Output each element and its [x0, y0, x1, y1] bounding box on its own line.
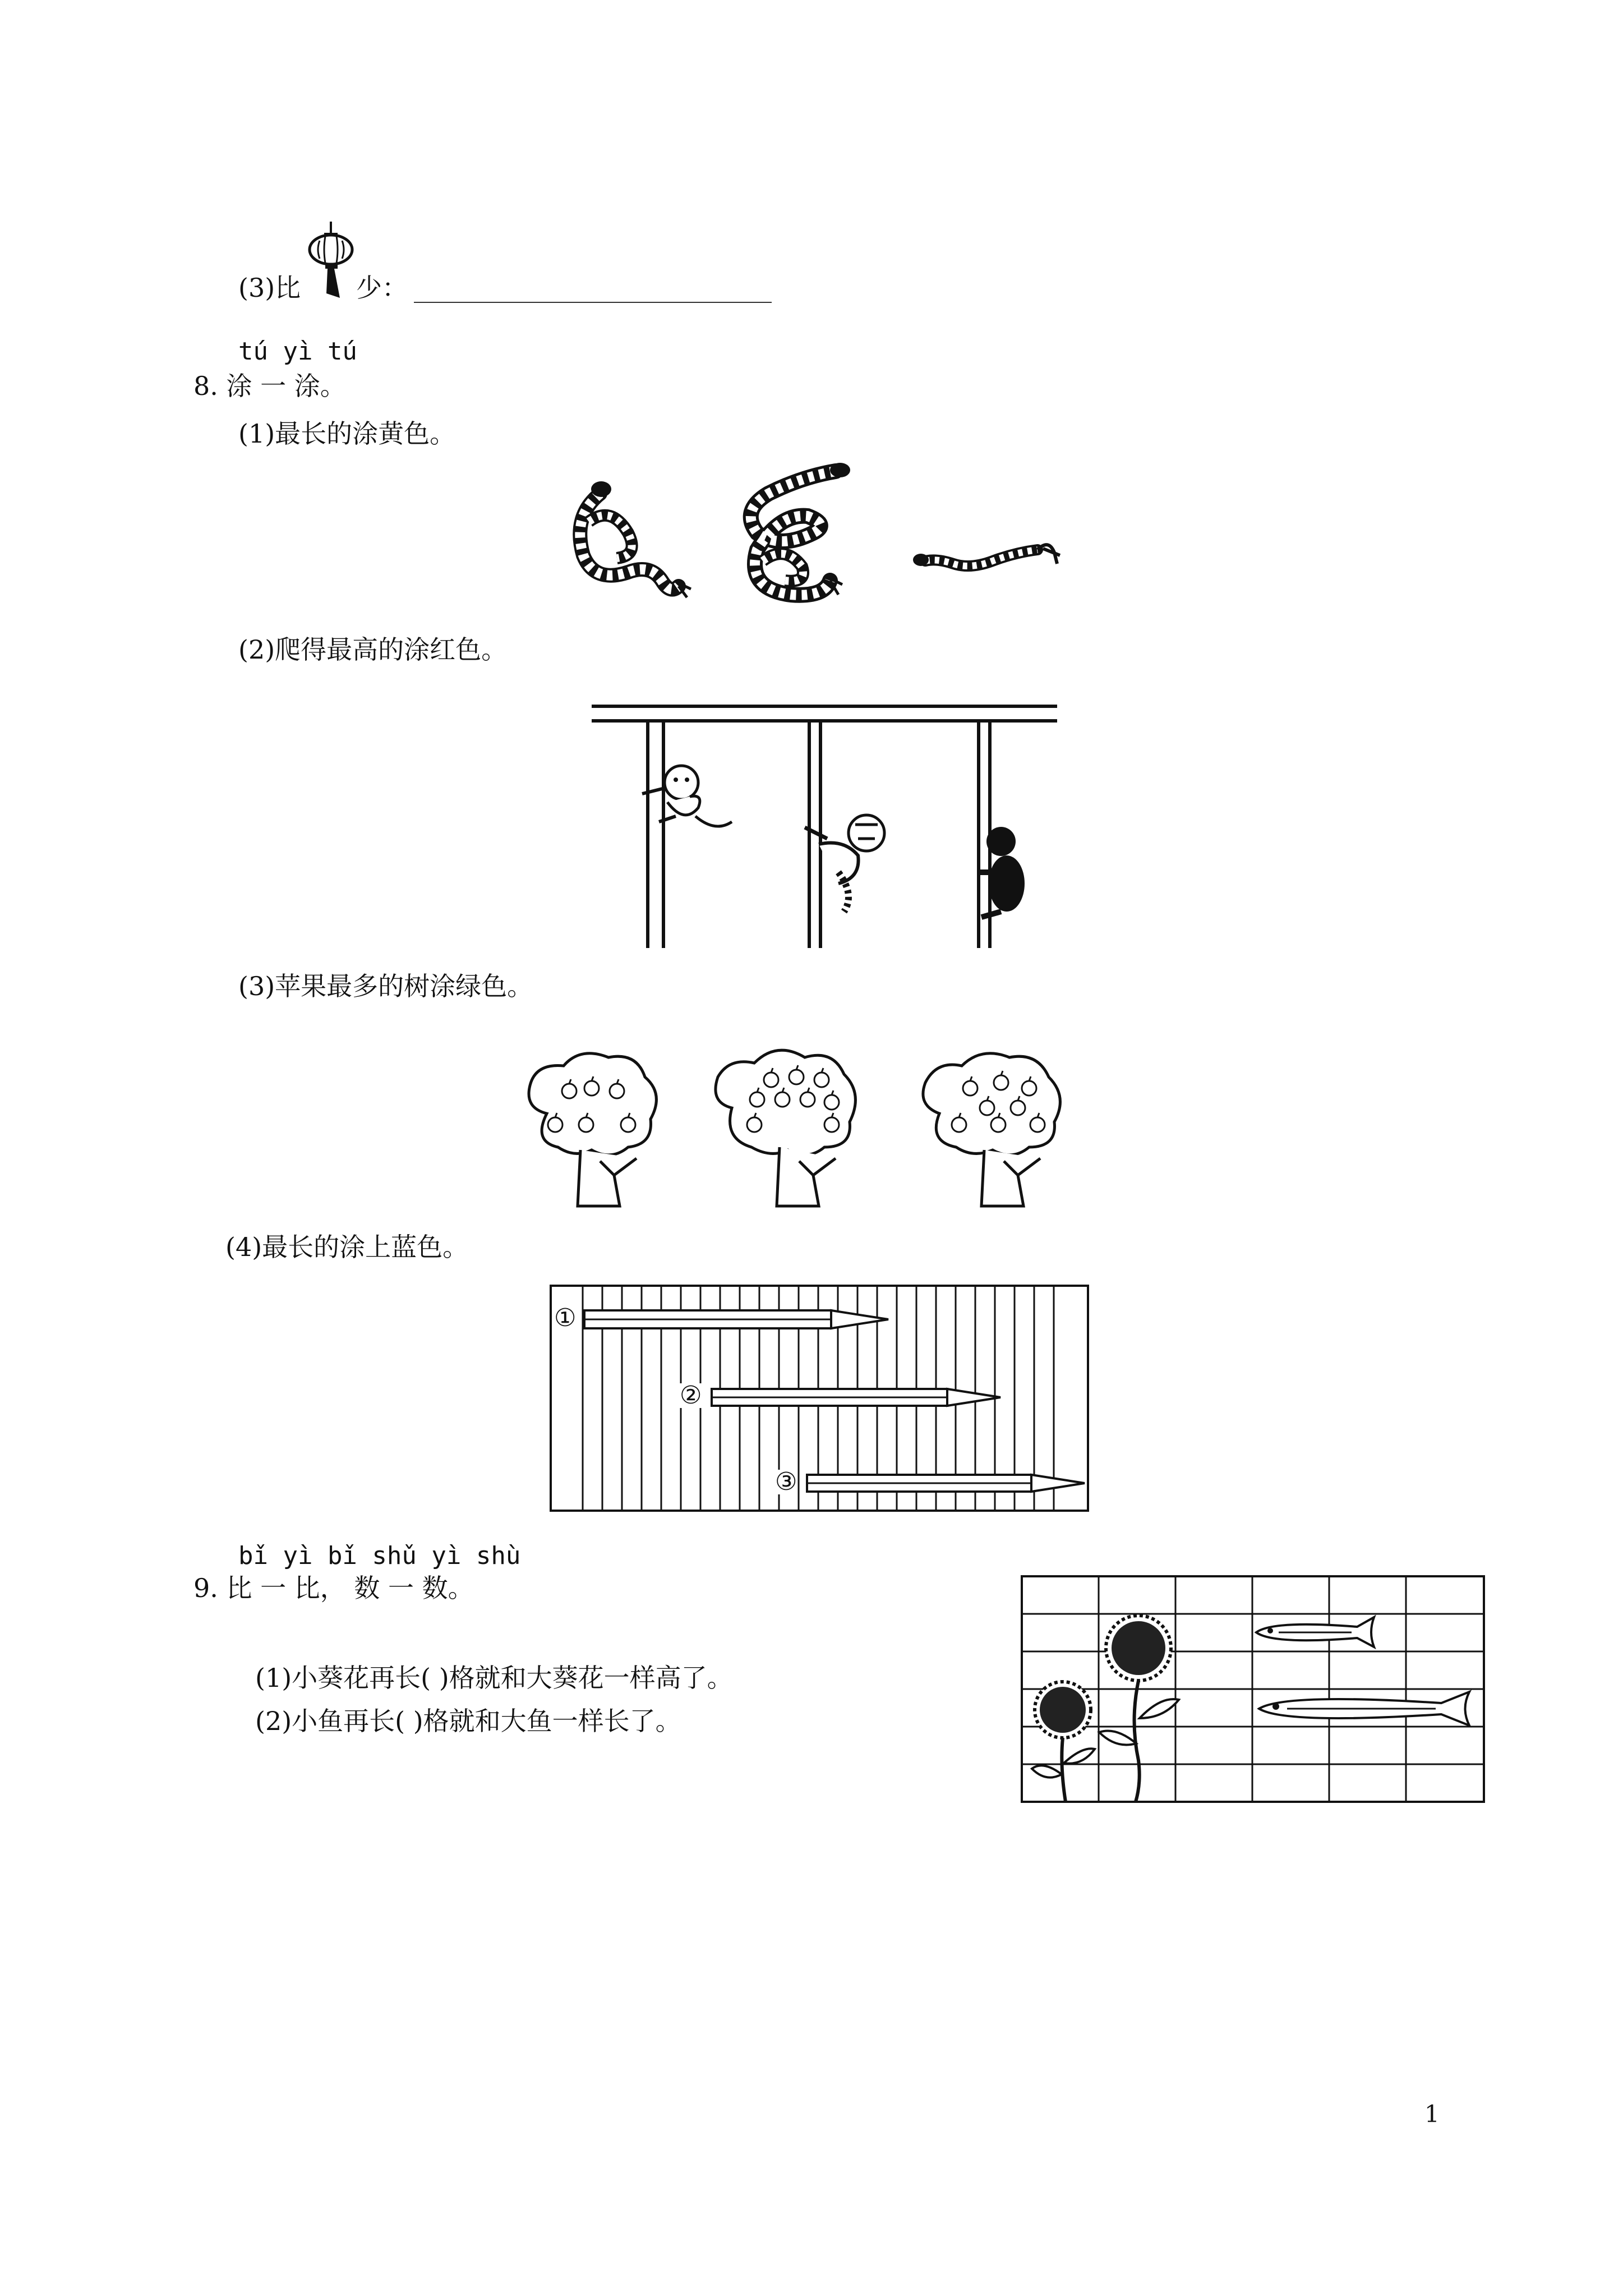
page-number: 1 — [1424, 2100, 1440, 2128]
lantern-icon — [307, 222, 358, 300]
bear[interactable] — [979, 827, 1025, 917]
sunflower-fish-grid — [1021, 1575, 1485, 1803]
q8-pinyin: tú yì tú — [238, 337, 357, 366]
pencil-label-1: ① — [554, 1304, 577, 1332]
pencil-label-2: ② — [680, 1381, 702, 1410]
big-fish[interactable] — [1259, 1692, 1469, 1726]
answer-line[interactable] — [414, 302, 772, 303]
snake-2[interactable] — [751, 463, 850, 595]
small-fish[interactable] — [1256, 1617, 1374, 1647]
apple-tree-3[interactable] — [923, 1053, 1061, 1206]
pencil-3[interactable] — [807, 1475, 1085, 1492]
q7-item3-prefix: (3)比 — [238, 273, 301, 303]
q8-sub3: (3)苹果最多的树涂绿色。 — [238, 971, 533, 1001]
tiger[interactable] — [805, 815, 884, 912]
q8-heading: 8. 涂 一 涂。 — [193, 371, 346, 401]
snakes-illustration — [566, 460, 1082, 611]
q9-sub1: (1)小葵花再长( )格就和大葵花一样高了。 — [255, 1663, 733, 1693]
q8-sub1: (1)最长的涂黄色。 — [238, 418, 456, 449]
q8-sub4: (4)最长的涂上蓝色。 — [225, 1232, 469, 1262]
pencil-label-3: ③ — [775, 1467, 797, 1496]
big-sunflower[interactable] — [1099, 1616, 1179, 1802]
q9-pinyin: bǐ yì bǐ shǔ yì shù — [238, 1542, 521, 1570]
small-sunflower[interactable] — [1032, 1682, 1095, 1802]
apple-tree-1[interactable] — [529, 1053, 656, 1206]
q9-sub2: (2)小鱼再长( )格就和大鱼一样长了。 — [255, 1706, 681, 1736]
monkey[interactable] — [642, 766, 732, 826]
pencil-grid — [550, 1285, 1089, 1512]
q9-heading: 9. 比 一 比， 数 一 数。 — [193, 1573, 474, 1603]
q8-sub2: (2)爬得最高的涂红色。 — [238, 634, 508, 665]
apple-tree-2[interactable] — [716, 1050, 856, 1206]
q7-item3-suffix: 少： — [356, 273, 408, 303]
climbing-poles-illustration — [592, 704, 1063, 951]
snake-3[interactable] — [913, 545, 1060, 566]
apple-trees-illustration — [524, 1041, 1119, 1212]
pencil-2[interactable] — [712, 1389, 1000, 1406]
pencil-1[interactable] — [584, 1310, 888, 1328]
snake-1[interactable] — [580, 481, 691, 597]
